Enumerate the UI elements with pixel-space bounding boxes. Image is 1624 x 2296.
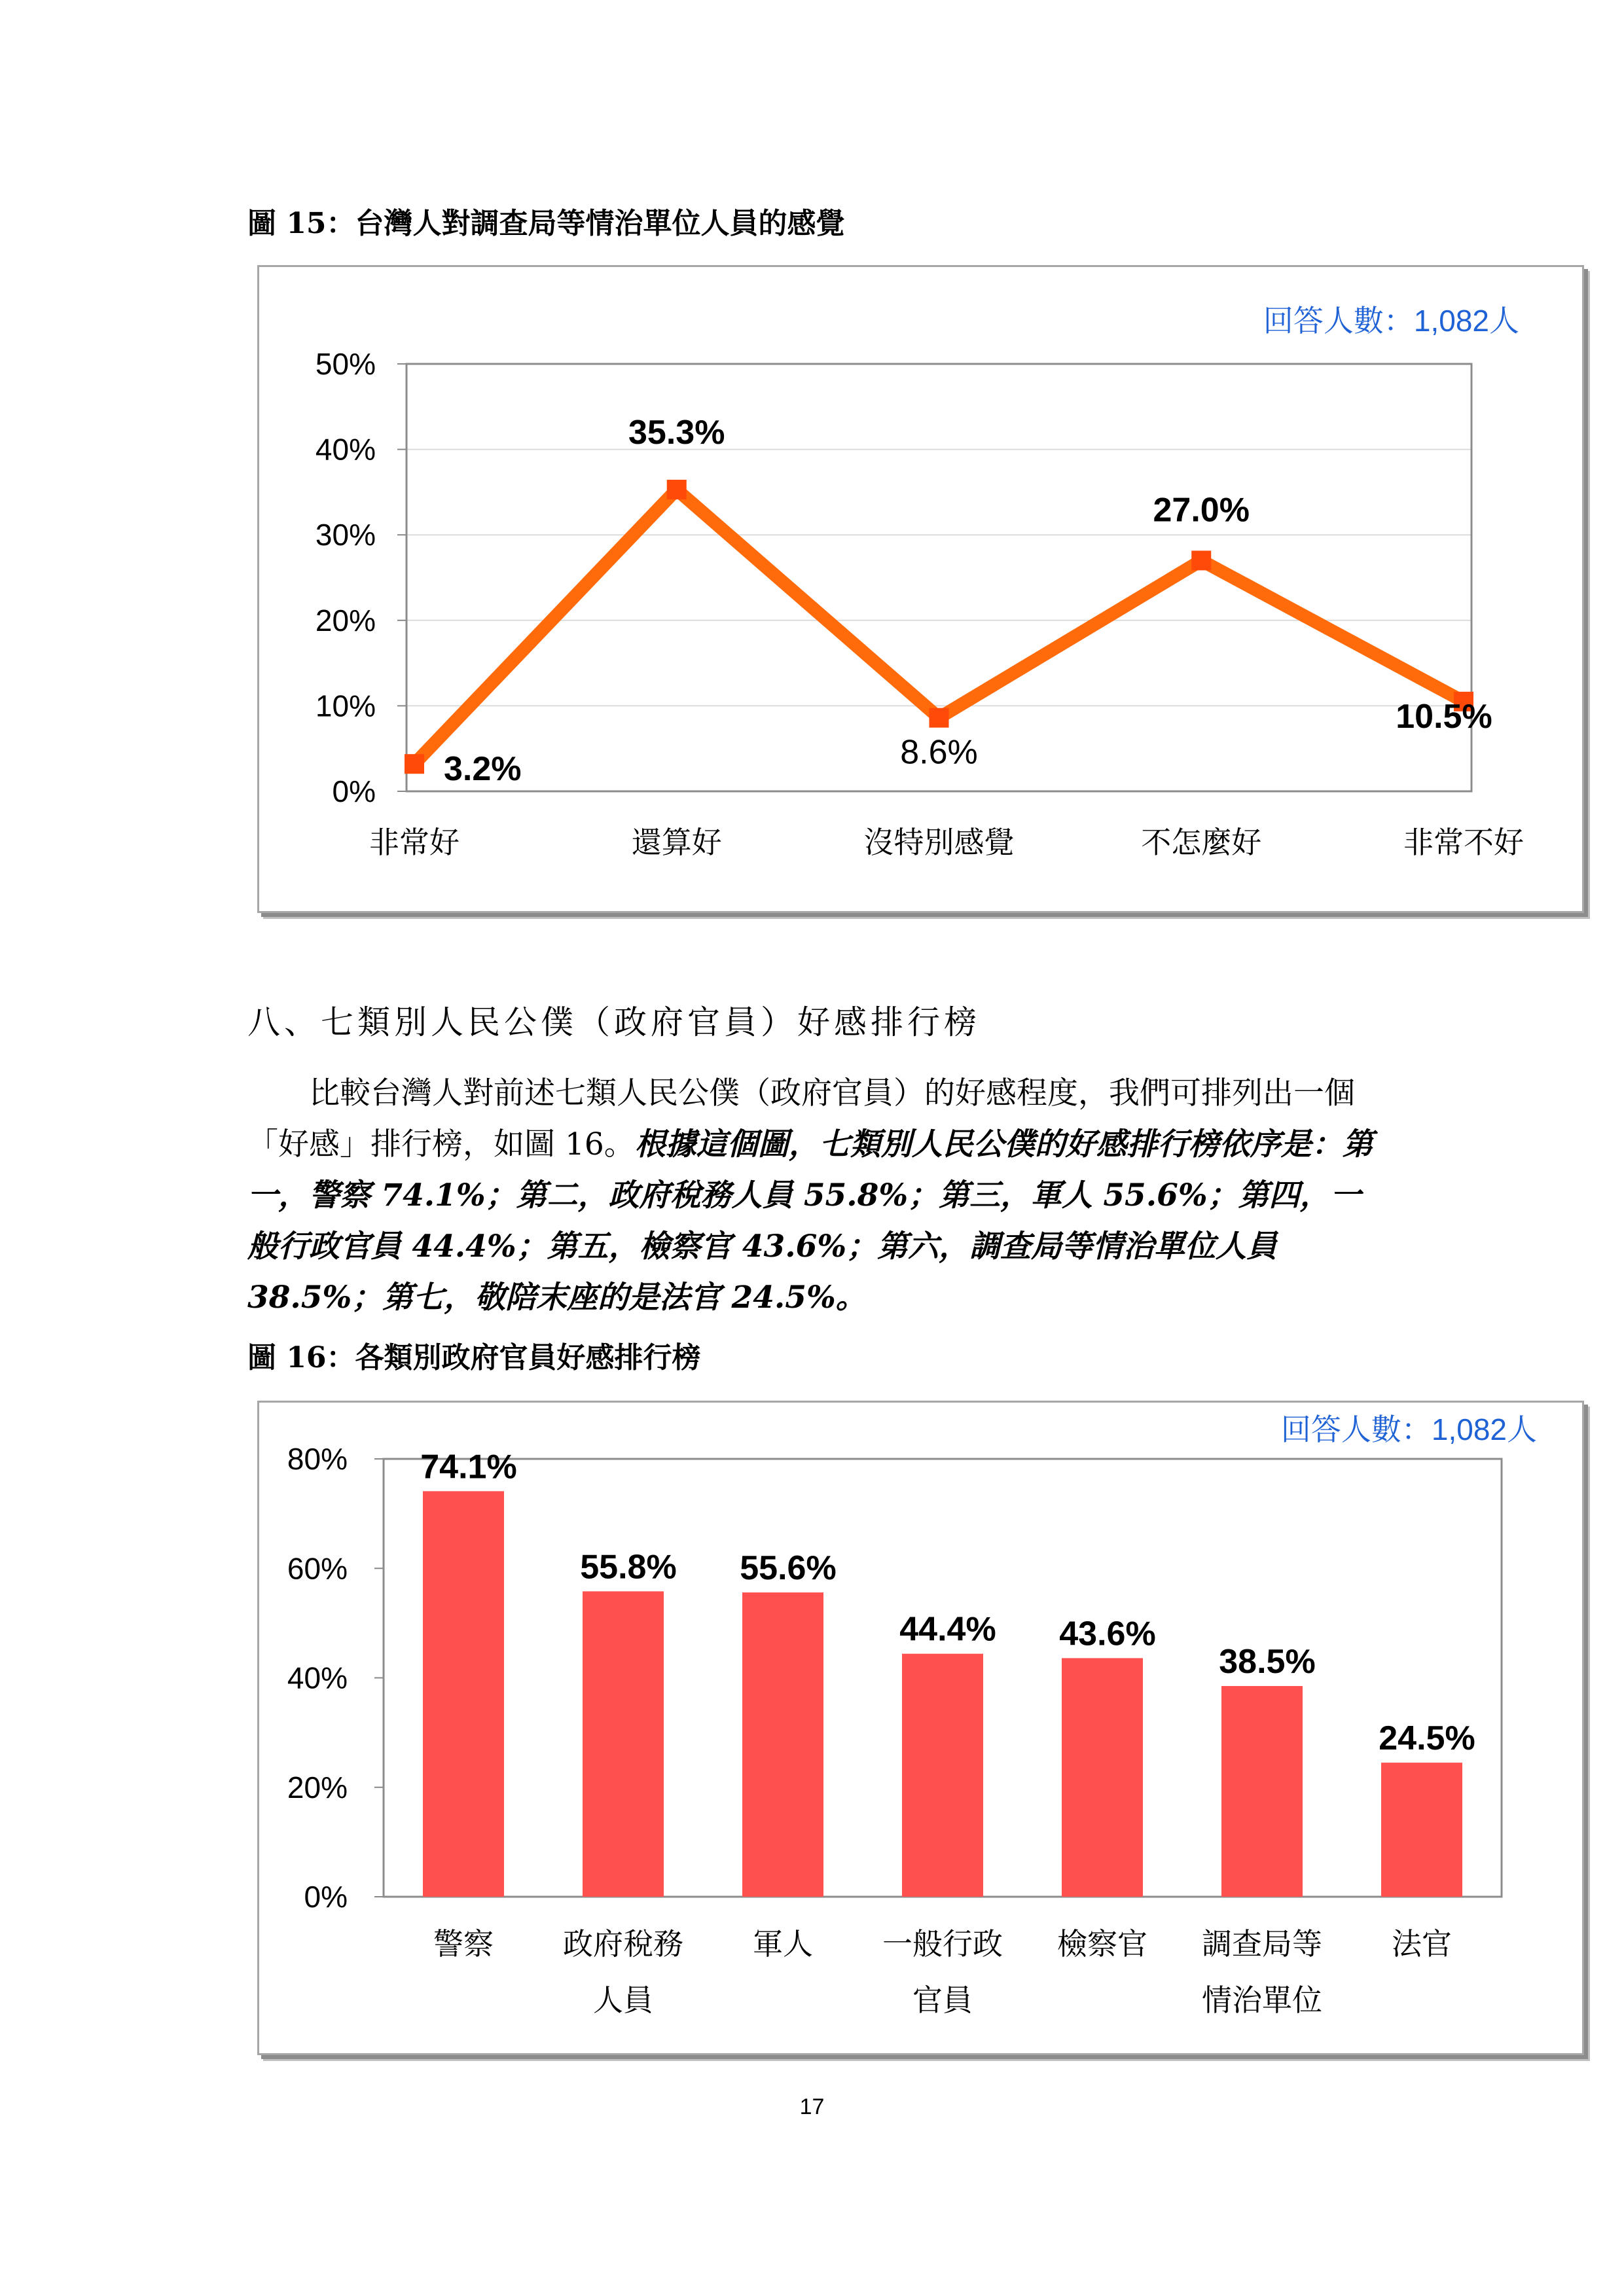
x-category-label: 不怎麼好 (1141, 825, 1262, 860)
data-label: 74.1% (420, 1448, 517, 1486)
y-tick-label: 40% (315, 432, 376, 467)
data-label: 35.3% (628, 413, 725, 452)
paragraph-text: 比較台灣人對前述七類人民公僕（政府官員）的好感程度，我們可排列出一個「好感」排行榜，如圖 16。 (247, 1075, 1355, 1162)
figure-16-title: 圖 16：各類別政府官員好感排行榜 (247, 1341, 701, 1374)
x-category-label: 檢察官 (1057, 1926, 1147, 1962)
data-label: 55.6% (740, 1549, 837, 1588)
x-category-label: 非常不好 (1403, 825, 1524, 860)
body-paragraph (247, 1068, 1383, 1323)
y-tick-label: 30% (315, 518, 376, 552)
line-chart-svg (259, 267, 1582, 911)
bar-chart-svg (259, 1403, 1582, 2053)
figure-15-title: 圖 15：台灣人對調查局等情治單位人員的感覺 (247, 207, 845, 240)
x-category-label: 軍人 (753, 1926, 813, 1962)
x-category-label: 人員 (593, 1982, 653, 2018)
y-tick-label: 50% (315, 347, 376, 381)
data-label: 43.6% (1059, 1615, 1156, 1653)
paragraph-emphasis: 根據這個圖，七類別人民公僕的好感排行榜依序是：第一，警察 74.1%；第二，政府稅務人員 55.8%；第三，軍人 55.6%；第四，一般行政官員 44.4%；第五，檢察官 43.6%；第六，調查局等情治單位人員 38.5%；第七，敬陪末座的是法官 24.5%。 (247, 1126, 1373, 1316)
x-category-label: 政府稅務 (563, 1926, 683, 1962)
data-label: 55.8% (580, 1548, 677, 1587)
x-category-label: 還算好 (631, 825, 722, 860)
section-heading: 八、七類別人民公僕（政府官員）好感排行榜 (247, 1003, 981, 1041)
x-category-label: 非常好 (369, 825, 460, 860)
bar (583, 1591, 664, 1897)
figure-16-chart (257, 1401, 1584, 2055)
data-label: 38.5% (1219, 1643, 1316, 1681)
y-tick-label: 80% (287, 1442, 348, 1476)
data-label: 44.4% (899, 1610, 996, 1649)
x-category-label: 沒特別感覺 (863, 825, 1015, 860)
y-tick-label: 40% (287, 1660, 348, 1695)
data-label: 24.5% (1379, 1719, 1475, 1758)
bar (902, 1654, 983, 1897)
page-number: 17 (799, 2094, 825, 2119)
data-point (667, 480, 687, 499)
x-category-label: 調查局等 (1202, 1926, 1322, 1962)
x-category-label: 警察 (433, 1926, 494, 1962)
data-point (1191, 550, 1211, 570)
data-label: 8.6% (900, 733, 978, 772)
data-label: 27.0% (1153, 491, 1250, 529)
y-tick-label: 20% (287, 1770, 348, 1804)
bar (742, 1592, 823, 1897)
x-category-label: 情治單位 (1202, 1982, 1322, 2018)
data-label: 10.5% (1396, 697, 1492, 736)
respondents-count: 回答人數：1,082人 (1263, 304, 1519, 338)
data-point (405, 754, 424, 774)
y-tick-label: 60% (287, 1551, 348, 1586)
respondents-count: 回答人數：1,082人 (1280, 1412, 1537, 1446)
x-category-label: 官員 (912, 1982, 973, 2018)
x-category-label: 一般行政 (882, 1926, 1003, 1962)
figure-15-chart (257, 265, 1584, 913)
y-tick-label: 10% (315, 689, 376, 723)
y-tick-label: 0% (304, 1880, 348, 1914)
y-tick-label: 0% (332, 774, 376, 808)
bar (1221, 1686, 1303, 1897)
data-label: 3.2% (444, 750, 522, 789)
data-point (929, 708, 949, 728)
x-category-label: 法官 (1392, 1926, 1452, 1962)
bar (1381, 1763, 1462, 1897)
y-tick-label: 20% (315, 603, 376, 637)
bar (1062, 1658, 1143, 1897)
bar (423, 1491, 504, 1897)
